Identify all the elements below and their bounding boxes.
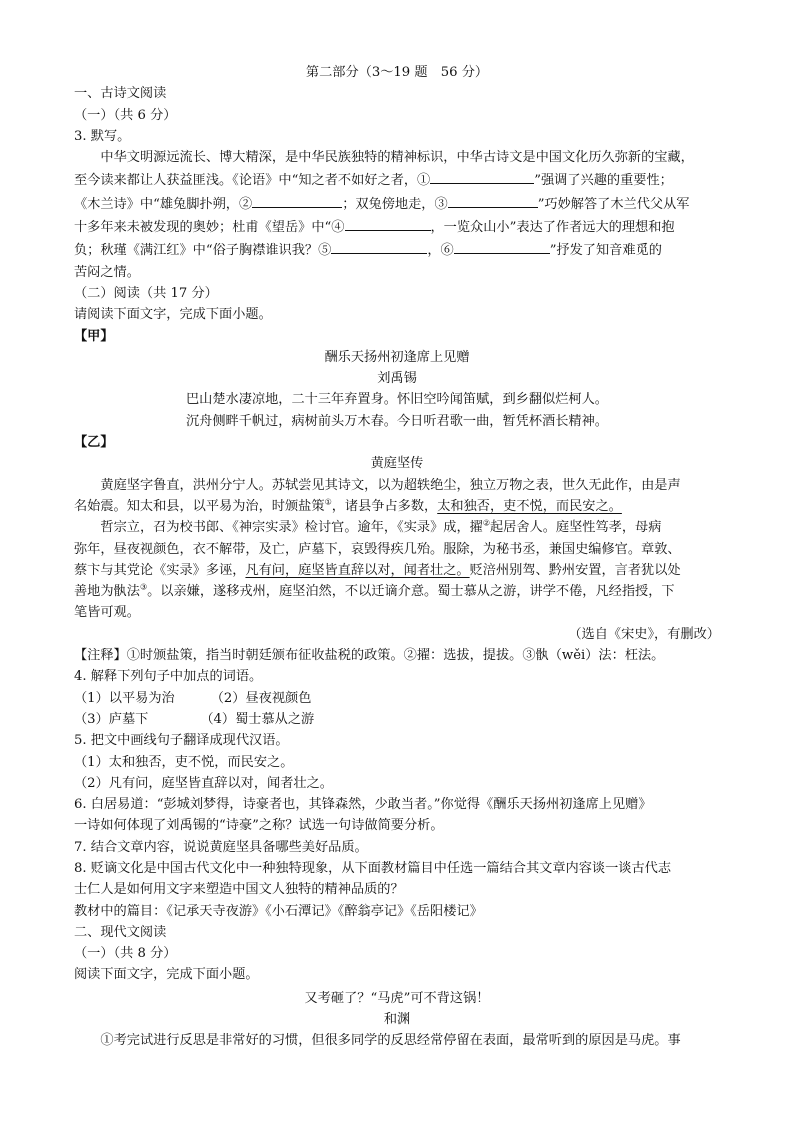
section-title-classical: 一、古诗文阅读 [74,86,167,102]
q4-item-1: （1）以平易为治 [74,690,175,706]
q8-line-2: 士仁人是如何用文字来塑造中国文人独特的精神品质的？ [74,882,404,898]
bio-line-7: 笔皆可观。 [74,605,140,621]
bio-line-2b: ，诸县争占多数， [331,498,438,514]
bio-line-5c: 贬涪州别驾、黔州安置，言者犹以处 [469,562,681,578]
note-ref-1: ① [324,497,332,507]
answer-blank-1[interactable] [430,168,534,184]
bio-line-3a: 哲宗立，召为校书郎、《神宗实录》检讨官。逾年，《实录》成，擢 [100,520,483,536]
subsection-1: （一）（共 6 分） [74,107,177,123]
q5-label: 5. 把文中画线句子翻译成现代汉语。 [74,733,289,749]
article-author: 和渊 [383,1012,411,1028]
reading-instruction-2: 阅读下面文字，完成下面小题。 [74,967,259,983]
bio-line-3b: 起居舍人。庭坚性笃孝，母病 [490,520,662,536]
q3-line-5 [74,238,720,261]
q8-line-3: 教材中的篇目：《记承天寺夜游》《小石潭记》《醉翁亭记》《岳阳楼记》 [74,903,483,919]
poem-title: 酬乐天扬州初逢席上见赠 [324,349,470,365]
bio-line-3 [74,517,720,538]
q5-item-2: （2）凡有问，庭坚皆直辞以对，闻者壮之。 [74,775,333,791]
q4-row-2 [74,709,720,730]
bio-line-2 [74,496,720,517]
passage-jia-tag: 【甲】 [74,328,114,344]
q4-row-1 [74,688,720,709]
poem-author: 刘禹锡 [377,371,417,387]
q3-line-4 [74,215,720,238]
bio-line-5a: 蔡卞与其党论《实录》多诬， [74,562,246,578]
q3-line-1: 中华文明源远流长、博大精深，是中华民族独特的精神标识，中华古诗文是中国文化历久弥新的宝藏， [100,150,694,166]
underlined-sentence-2: 凡有问，庭坚皆直辞以对，闻者壮之。 [245,562,470,578]
poem-line-1: 巴山楚水凄凉地，二十三年弃置身。怀旧空吟闻笛赋，到乡翻似烂柯人。 [186,392,608,408]
q3-line-5b: ，⑥ [427,243,454,259]
subsection-2: （二）阅读（共 17 分） [74,285,218,301]
note-ref-3: ③ [139,582,148,592]
answer-blank-3[interactable] [448,192,538,208]
q3-line-3c: ”巧妙解答了木兰代父从军 [537,196,690,212]
bio-line-6a: 善地为骫法 [74,584,140,600]
q4-item-2: （2）昼夜视颜色 [210,690,312,706]
q3-label: 3. 默写。 [74,128,131,144]
q4-item-3: （3）庐墓下 [74,711,149,727]
bio-line-4: 弥年，昼夜视颜色，衣不解带，及亡，庐墓下，哀毁得疾几殆。服除，为秘书丞，兼国史编修官。章敦、 [74,541,681,557]
answer-blank-5[interactable] [331,238,427,254]
q4-label: 4. 解释下列句子中加点的词语。 [74,669,263,685]
biography-source: （选自《宋史》，有删改） [568,626,720,642]
answer-blank-2[interactable] [252,192,342,208]
bio-line-6b: 。以亲嫌，遂移戎州，庭坚泊然，不以迁谪介意。蜀士慕从之游，讲学不倦，凡经指授，下 [147,584,675,600]
q4-item-4: （4）蜀士慕从之游 [200,711,315,727]
note-ref-2: ② [482,518,490,528]
answer-blank-4[interactable] [345,215,431,231]
part-title: 第二部分（3～19 题 56 分） [305,65,489,80]
q3-line-5c: ”抒发了知音难觅的 [549,243,662,259]
q3-line-2 [74,168,720,191]
section-title-modern: 二、现代文阅读 [74,924,167,940]
q3-line-6: 苦闷之情。 [74,264,140,280]
poem-line-2: 沉舟侧畔千帆过，病树前头万木春。今日听君歌一曲，暂凭杯酒长精神。 [186,413,608,429]
biography-title: 黄庭坚传 [370,456,424,472]
reading-instruction: 请阅读下面文字，完成下面小题。 [74,307,272,323]
q3-line-2a: 至今读来都让人获益匪浅。《论语》中“知之者不如好之者，① [74,173,431,189]
passage-yi-tag: 【乙】 [74,435,114,451]
q3-line-2b: ”强调了兴趣的重要性； [534,173,673,189]
q6-line-2: 一诗如何体现了刘禹锡的“诗豪”之称？试选一句诗做简要分析。 [74,818,444,834]
q5-item-1: （1）太和独否，吏不悦，而民安之。 [74,754,294,770]
q8-line-1: 8. 贬谪文化是中国古代文化中一种独特现象，从下面教材篇目中任选一篇结合其文章内容谈一谈古代志 [74,860,672,876]
exam-page [74,62,720,1052]
article-para-1: ①考完试进行反思是非常好的习惯，但很多同学的反思经常停留在表面，最常听到的原因是马虎。事 [100,1033,681,1049]
q3-line-3 [74,192,720,215]
q3-line-3a: 《木兰诗》中“雄兔脚扑朔，② [74,196,253,212]
bio-line-2a: 名始震。知太和县，以平易为治，时颁盐策 [74,498,325,514]
bio-line-6 [74,581,720,602]
q7: 7. 结合文章内容，说说黄庭坚具备哪些美好品质。 [74,839,368,855]
annotation-notes: 【注释】①时颁盐策，指当时朝廷颁布征收盐税的政策。②擢：选拔，提拔。③骫（wěi）法：枉法。 [74,648,665,664]
q6-line-1: 6. 白居易道：“彭城刘梦得，诗豪者也，其锋森然，少敢当者。”你觉得《酬乐天扬州初逢席上见赠》 [74,797,652,813]
bio-line-5 [74,560,720,581]
article-title: 又考砸了？“马虎”可不背这锅！ [304,990,490,1006]
underlined-sentence-1: 太和独否，吏不悦，而民安之。 [437,498,622,514]
q3-line-4a: 十多年来未被发现的奥妙；杜甫《望岳》中“④ [74,220,345,236]
q3-line-3b: ；双兔傍地走，③ [342,196,448,212]
q3-line-5a: 负；秋瑾《满江红》中“俗子胸襟谁识我？⑤ [74,243,332,259]
bio-line-1: 黄庭坚字鲁直，洪州分宁人。苏轼尝见其诗文，以为超轶绝尘，独立万物之表，世久无此作，由是声 [100,477,681,493]
subsection-modern-1: （一）（共 8 分） [74,946,177,962]
answer-blank-6[interactable] [454,238,550,254]
q3-line-4b: ，一览众山小”表达了作者远大的理想和抱 [430,220,675,236]
